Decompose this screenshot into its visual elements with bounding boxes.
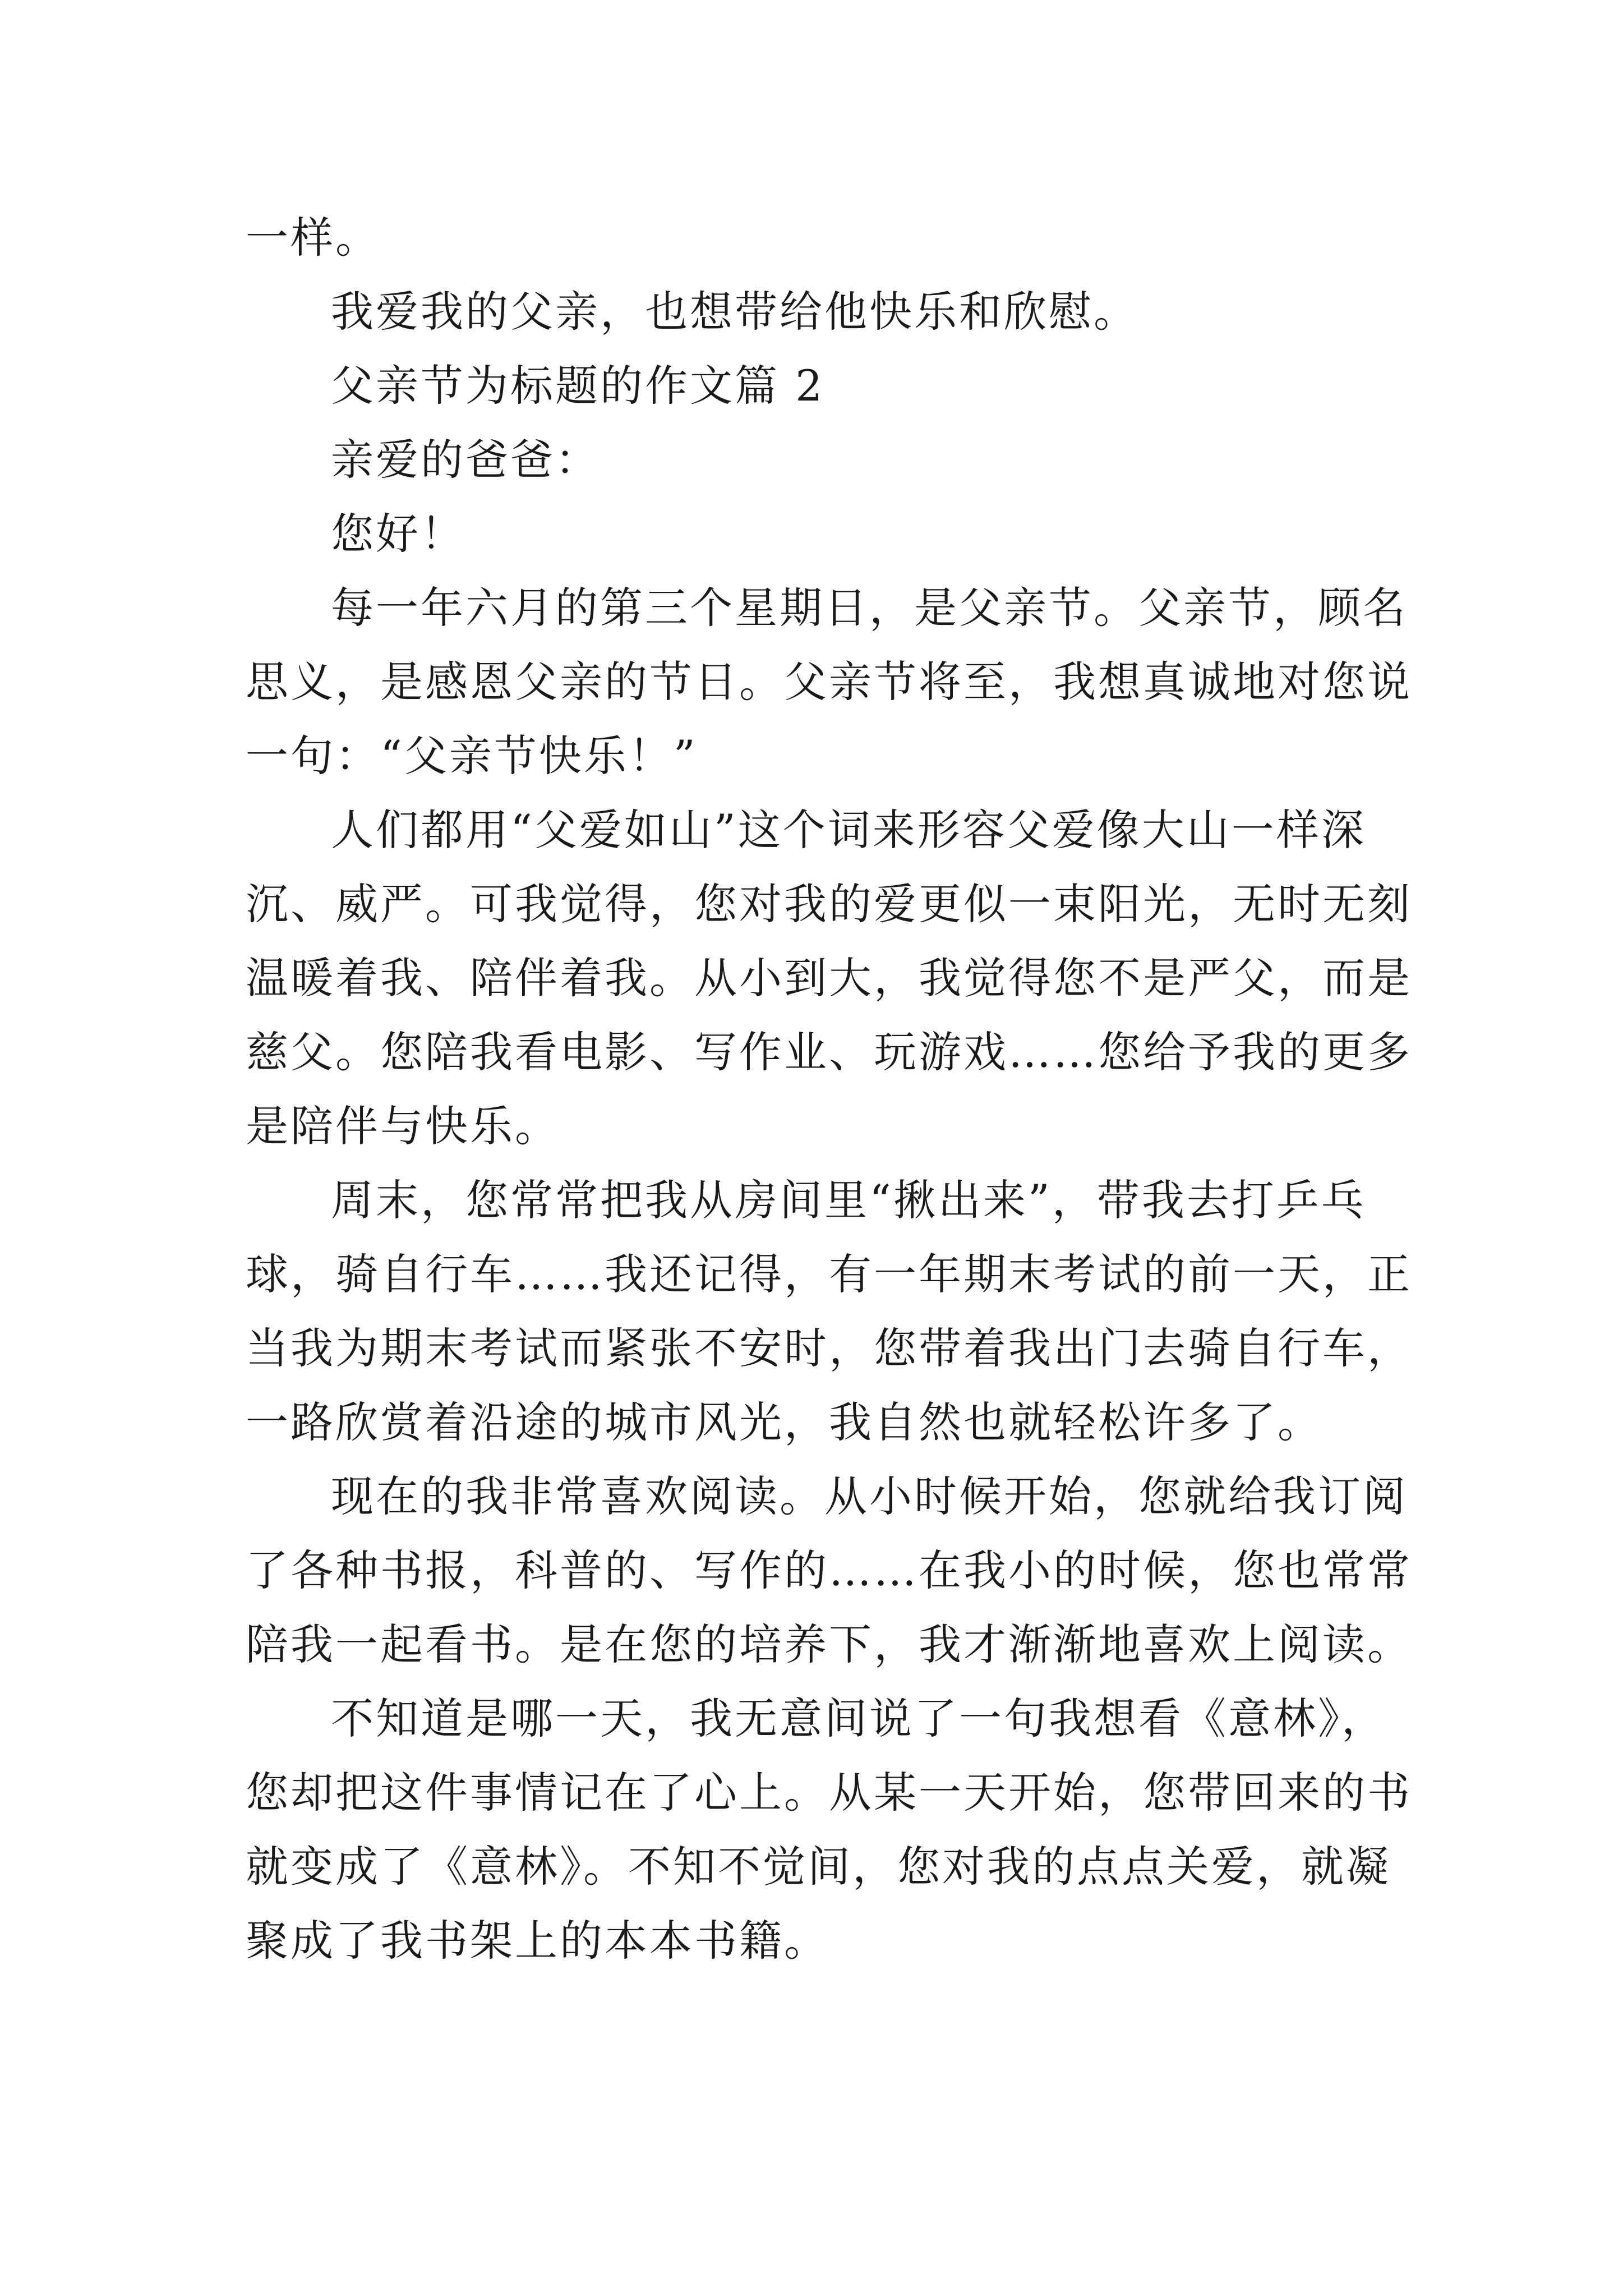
text-line: 当我为期末考试而紧张不安时，您带着我出门去骑自行车， (246, 1323, 1412, 1373)
text-line: 就变成了《意林》。不知不觉间，您对我的点点关爱，就凝 (246, 1842, 1391, 1892)
text-line: 现在的我非常喜欢阅读。从小时候开始，您就给我订阅 (331, 1471, 1408, 1521)
text-line: 我爱我的父亲，也想带给他快乐和欣慰。 (331, 287, 1138, 337)
text-line: 沉、威严。可我觉得，您对我的爱更似一束阳光，无时无刻 (246, 879, 1412, 929)
text-line: 慈父。您陪我看电影、写作业、玩游戏……您给予我的更多 (246, 1027, 1412, 1077)
letter-salutation: 亲爱的爸爸： (331, 435, 600, 485)
text-line: 温暖着我、陪伴着我。从小到大，我觉得您不是严父，而是 (246, 953, 1412, 1003)
text-line: 您却把这件事情记在了心上。从某一天开始，您带回来的书 (246, 1768, 1412, 1818)
section-heading: 父亲节为标题的作文篇 2 (331, 361, 825, 411)
document-body (246, 201, 1412, 1978)
text-line: 球，骑自行车……我还记得，有一年期末考试的前一天，正 (246, 1249, 1412, 1299)
text-line: 一句：“父亲节快乐！” (246, 731, 698, 781)
text-line: 思义，是感恩父亲的节日。父亲节将至，我想真诚地对您说 (246, 657, 1412, 707)
text-line: 每一年六月的第三个星期日，是父亲节。父亲节，顾名 (331, 583, 1408, 633)
text-line: 一路欣赏着沿途的城市风光，我自然也就轻松许多了。 (246, 1397, 1322, 1447)
text-line: 陪我一起看书。是在您的培养下，我才渐渐地喜欢上阅读。 (246, 1619, 1412, 1669)
text-line: 不知道是哪一天，我无意间说了一句我想看《意林》， (331, 1694, 1386, 1743)
text-line: 周末，您常常把我从房间里“揪出来”，带我去打乒乓 (331, 1175, 1366, 1225)
text-line: 是陪伴与快乐。 (246, 1101, 560, 1151)
letter-greeting: 您好！ (331, 509, 465, 559)
text-line: 一样。 (246, 213, 380, 263)
text-line: 了各种书报，科普的、写作的……在我小的时候，您也常常 (246, 1545, 1412, 1595)
text-line: 人们都用“父爱如山”这个词来形容父爱像大山一样深 (331, 805, 1366, 855)
text-line: 聚成了我书架上的本本书籍。 (246, 1916, 829, 1966)
